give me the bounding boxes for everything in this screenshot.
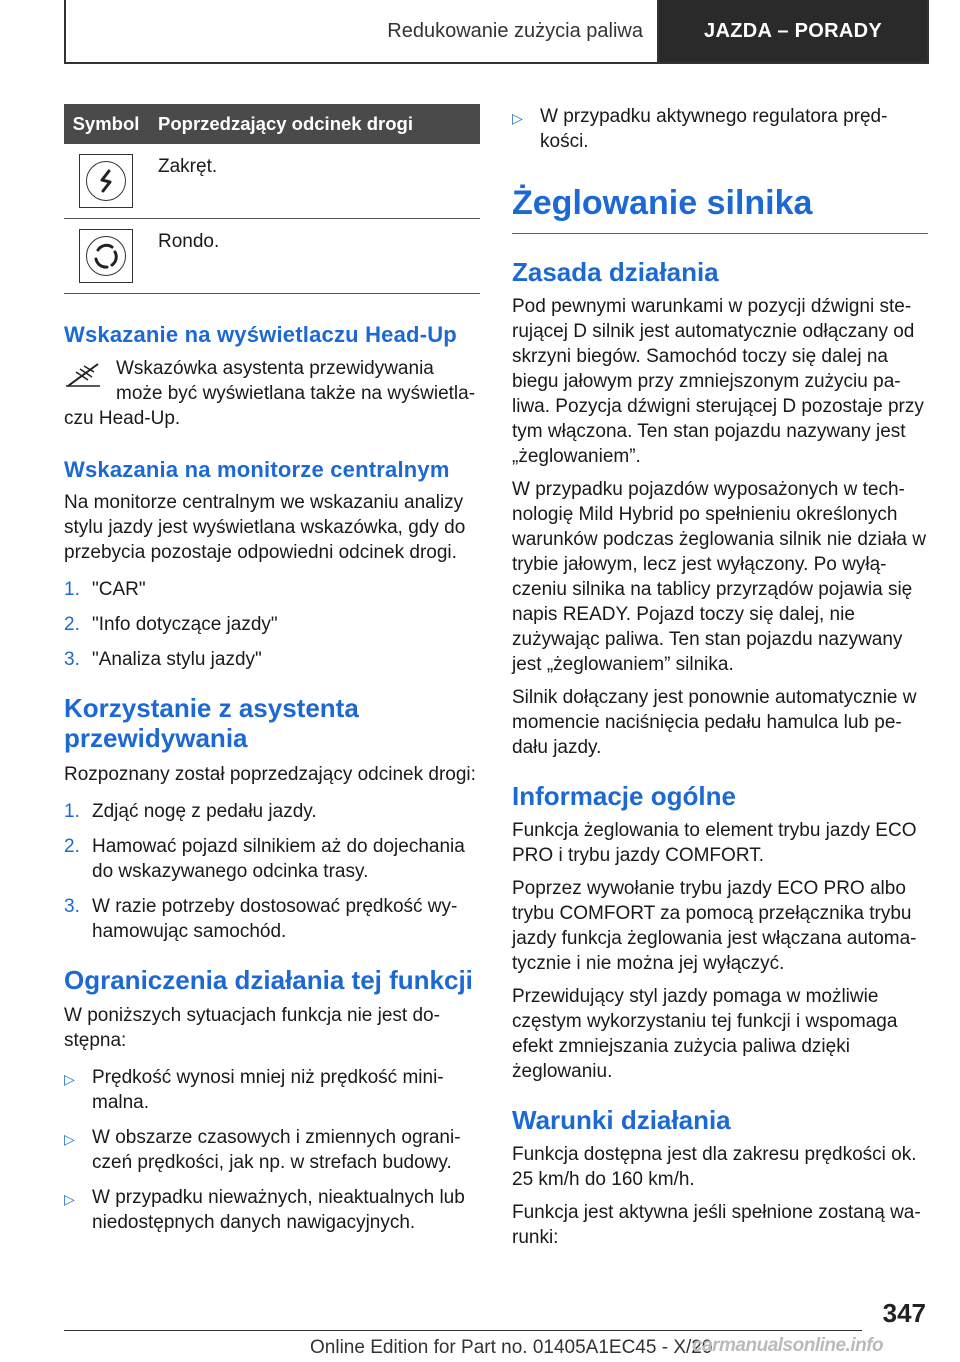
- cid-text: Na monitorze centralnym we wskazaniu analizy stylu jazdy jest wyświetlana wskazówka, gdy do przebycia pozostaje odpowiedni odcinek drogi.: [64, 491, 466, 563]
- cid-heading: Wskazania na monitorze centralnym: [64, 457, 450, 483]
- list-item: 2. "Info dotyczące jazdy": [64, 613, 278, 635]
- right-column: [512, 104, 928, 1250]
- paragraph: Przewidujący styl jazdy pomaga w możliwie częstym wykorzystaniu tej funkcji i wspomaga efekt zmniejszania zużycia paliwa dzięki żeglowaniu.: [512, 985, 898, 1082]
- hint-text-line: może być wyświetlana także na wyświetla-: [116, 383, 476, 405]
- hint-icon: [64, 356, 116, 406]
- list-item: 2. Hamować pojazd silnikiem aż do dojechania do wskazywanego odcinka trasy.: [64, 835, 465, 882]
- list-item: 1. "CAR": [64, 578, 146, 600]
- hud-heading: Wskazanie na wyświetlaczu Head-Up: [64, 322, 457, 347]
- left-column: [64, 104, 480, 1235]
- paragraph: Funkcja żeglowania to element trybu jazdy ECO PRO i trybu jazdy COMFORT.: [512, 819, 917, 866]
- list-item: 1. Zdjąć nogę z pedału jazdy.: [64, 800, 317, 822]
- paragraph: Pod pewnymi warunkami w pozycji dźwigni sterującej D silnik jest automatycznie odłączany od skrzyni biegów. Samochód toczy się dalej na biegu jałowym przy zmniejszonym zużyciu paliwa. Pozycja dźwigni sterującej D pozostaje przy tym włączona. Ten stan pojazdu nazywany jest „żeglowaniem”.: [512, 295, 924, 467]
- usage-heading: Korzystanie z asystenta przewidywania: [64, 692, 359, 753]
- watermark: carmanualsonline.info: [692, 1335, 884, 1356]
- list-item: ▷ W przypadku aktywnego regulatora prędkości.: [512, 106, 888, 152]
- usage-text: Rozpoznany został poprzedzający odcinek drogi:: [64, 763, 476, 785]
- paragraph: Poprzez wywołanie trybu jazdy ECO PRO albo trybu COMFORT za pomocą przełącznika trybu jazdy funkcja żeglowania jest włączana automatycznie i nie można jej wyłączyć.: [512, 877, 917, 974]
- footer-divider: [64, 1330, 862, 1331]
- triangle-bullet-icon: ▷: [64, 1071, 75, 1088]
- hint-text-line: czu Head-Up.: [64, 408, 181, 430]
- list-item: 3. W razie potrzeby dostosować prędkość wyhamowując samochód.: [64, 895, 458, 942]
- list-item: 3. "Analiza stylu jazdy": [64, 648, 262, 670]
- paragraph: Funkcja dostępna jest dla zakresu prędkości ok. 25 km/h do 160 km/h.: [512, 1143, 917, 1190]
- list-item: ▷ W przypadku nieważnych, nieaktualnych lub niedostępnych danych nawigacyjnych.: [64, 1187, 465, 1234]
- page-header: [64, 0, 929, 64]
- table-header: [64, 104, 480, 144]
- general-heading: Informacje ogólne: [512, 780, 736, 811]
- paragraph: W przypadku pojazdów wyposażonych w technologię Mild Hybrid po spełnieniu określonych warunków podczas żeglowania silnik nie działa w trybie jałowym, lecz jest wyłączony. Po wyłączeniu silnika na tablicy przyrządów pojawia się napis READY. Pojazd toczy się dalej, nie zużywając paliwa. Ten stan pojazdu nazywany jest „żeglowaniem” silnika.: [512, 478, 926, 675]
- principle-heading: Zasada działania: [512, 257, 719, 287]
- paragraph: Silnik dołączany jest ponownie automatycznie w momencie naciśnięcia pedału hamulca lub pedału jazdy.: [512, 686, 917, 758]
- conditions-heading: Warunki działania: [512, 1104, 731, 1135]
- limits-text: W poniższych sytuacjach funkcja nie jest dostępna:: [64, 1005, 440, 1052]
- table-row: [64, 219, 480, 294]
- triangle-bullet-icon: ▷: [64, 1131, 75, 1148]
- hud-hint: [64, 356, 480, 431]
- list-item: ▷ W obszarze czasowych i zmiennych ograniczeń prędkości, jak np. w strefach budowy.: [64, 1127, 461, 1174]
- chapter-title: Redukowanie zużycia paliwa: [66, 0, 659, 62]
- triangle-bullet-icon: ▷: [512, 110, 523, 126]
- column-header-description: Poprzedzający odcinek drogi: [158, 113, 413, 134]
- paragraph: Funkcja jest aktywna jeśli spełnione zostaną warunki:: [512, 1201, 921, 1248]
- table-row: [64, 144, 480, 219]
- limits-heading: Ograniczenia działania tej funkcji: [64, 964, 473, 995]
- edition-text: Online Edition for Part no. 01405A1EC45 - X/20: [310, 1337, 713, 1358]
- symbol-table: [64, 104, 480, 294]
- roundabout-icon: [79, 229, 133, 283]
- table-cell-description: Zakręt.: [158, 156, 218, 177]
- section-title: JAZDA – PORADY: [659, 0, 927, 62]
- table-cell-description: Rondo.: [158, 231, 220, 252]
- column-header-symbol: Symbol: [72, 113, 140, 134]
- triangle-bullet-icon: ▷: [64, 1191, 75, 1208]
- curve-icon: [79, 154, 133, 208]
- list-item: ▷ Prędkość wynosi mniej niż prędkość minimalna.: [64, 1067, 444, 1114]
- chapter-heading: Żeglowanie silnika: [512, 184, 928, 234]
- page-number: 347: [882, 1298, 926, 1328]
- hint-text-line: Wskazówka asystenta przewidywania: [116, 358, 434, 380]
